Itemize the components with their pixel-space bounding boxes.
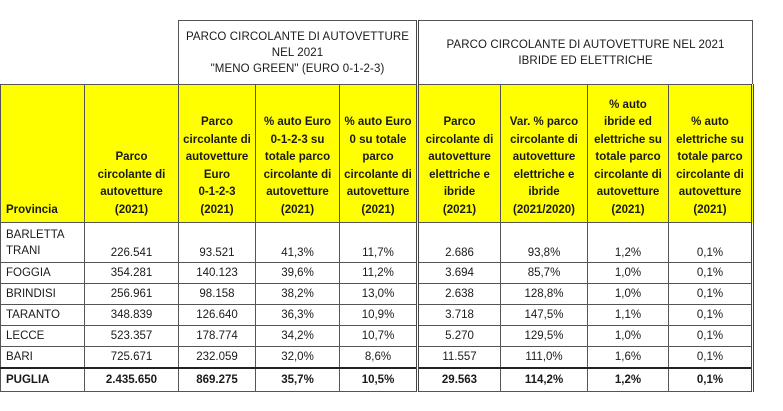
column-header-line: circolante di	[594, 168, 662, 181]
column-header-line: ibride	[528, 186, 560, 198]
cell-perc-euro-0: 10,7%	[340, 326, 418, 347]
group-header-line: NEL 2021	[271, 46, 324, 59]
total-perc-elettriche: 0,1%	[669, 368, 753, 392]
column-header-line: elettriche e	[513, 168, 575, 181]
column-header-line: ibride ed	[604, 116, 652, 128]
column-header-line: autovetture	[428, 151, 491, 163]
table-row	[1, 284, 753, 305]
column-header-line: % auto	[609, 98, 647, 111]
column-header-line: circolante di	[344, 168, 412, 181]
column-header-perc-euro-0	[340, 85, 418, 223]
total-parco-elettriche-ibride: 29.563	[418, 368, 501, 392]
column-header-line: (2021)	[442, 203, 477, 216]
column-header-line: (2021)	[693, 203, 727, 216]
column-header-line: circolante di	[425, 133, 494, 146]
header-empty-cell	[85, 21, 179, 85]
column-header-line: autovetture	[346, 186, 410, 198]
province-name-line: BRINDISI	[6, 288, 56, 300]
column-header-line: Euro	[203, 168, 231, 181]
cell-perc-euro-0-3: 32,0%	[256, 347, 340, 369]
cell-parco-elettriche-ibride: 5.270	[418, 326, 501, 347]
header-empty-cell	[1, 21, 85, 85]
column-header-line: (2021)	[200, 203, 234, 216]
cell-parco-circolante: 725.671	[85, 347, 179, 369]
total-perc-euro-0: 10,5%	[340, 368, 418, 392]
cell-parco-elettriche-ibride: 3.694	[418, 263, 501, 284]
column-header-line: (2021)	[611, 203, 645, 216]
cell-perc-elettriche: 0,1%	[669, 326, 753, 347]
column-header-line: % auto	[691, 116, 729, 128]
column-header-line: autovetture	[596, 186, 660, 198]
cell-perc-euro-0: 10,9%	[340, 305, 418, 326]
parco-circolante-table	[0, 20, 754, 392]
cell-var-perc-elettriche-ibride: 111,0%	[501, 347, 588, 369]
cell-perc-euro-0-3: 34,2%	[256, 326, 340, 347]
column-header-line: circolante di	[676, 168, 744, 181]
total-perc-euro-0-3: 35,7%	[256, 368, 340, 392]
cell-perc-elettriche: 0,1%	[669, 305, 753, 326]
cell-perc-elettriche: 0,1%	[669, 347, 753, 369]
group-header-meno-green	[179, 21, 418, 85]
cell-var-perc-elettriche-ibride: 93,8%	[501, 223, 588, 263]
column-header-line: totale parco	[595, 151, 661, 163]
cell-perc-ibride-elettriche: 1,0%	[588, 284, 669, 305]
cell-parco-euro-0-3: 178.774	[179, 326, 256, 347]
cell-parco-elettriche-ibride: 2.638	[418, 284, 501, 305]
column-header-line: 0-1-2-3	[198, 186, 236, 198]
column-header-line: circolante di	[263, 168, 332, 181]
group-header-line: IBRIDE ED ELETTRICHE	[518, 54, 653, 67]
cell-perc-elettriche: 0,1%	[669, 263, 753, 284]
column-header-line: elettriche su	[594, 133, 662, 146]
column-header-var-perc-elettriche-ibride	[501, 85, 588, 223]
province-name	[1, 263, 85, 284]
cell-perc-elettriche: 0,1%	[669, 223, 753, 263]
column-header-line: (2021)	[280, 203, 315, 216]
table-row	[1, 263, 753, 284]
cell-parco-circolante: 226.541	[85, 223, 179, 263]
column-header-line: (2021)	[114, 203, 149, 216]
cell-perc-ibride-elettriche: 1,2%	[588, 223, 669, 263]
column-header-line: parco	[362, 151, 394, 163]
province-name	[1, 223, 85, 263]
province-name-line: FOGGIA	[6, 267, 51, 279]
column-header-line: Parco	[115, 151, 148, 163]
column-header-perc-euro-0-3	[256, 85, 340, 223]
column-header-line: Var. % parco	[509, 116, 579, 128]
column-header-line: (2021)	[361, 203, 395, 216]
total-parco-euro-0-3: 869.275	[179, 368, 256, 392]
column-header-line: Parco	[443, 116, 476, 128]
column-header-line: autovetture	[512, 151, 576, 163]
cell-parco-elettriche-ibride: 3.718	[418, 305, 501, 326]
group-header-line: PARCO CIRCOLANTE DI AUTOVETTURE	[185, 30, 410, 43]
cell-parco-euro-0-3: 98.158	[179, 284, 256, 305]
province-name	[1, 305, 85, 326]
column-header-line: totale parco	[677, 151, 743, 163]
cell-perc-euro-0: 8,6%	[340, 347, 418, 369]
cell-var-perc-elettriche-ibride: 147,5%	[501, 305, 588, 326]
column-header-line: elettriche e	[429, 168, 490, 181]
cell-var-perc-elettriche-ibride: 129,5%	[501, 326, 588, 347]
table-row	[1, 305, 753, 326]
cell-parco-euro-0-3: 140.123	[179, 263, 256, 284]
column-header-line: 0 su totale	[349, 133, 407, 146]
cell-perc-elettriche: 0,1%	[669, 284, 753, 305]
column-header-perc-elettriche	[669, 85, 753, 223]
column-header-line: totale parco	[264, 151, 331, 163]
province-name	[1, 326, 85, 347]
cell-perc-euro-0-3: 38,2%	[256, 284, 340, 305]
group-header-line: "MENO GREEN" (EURO 0-1-2-3)	[210, 62, 385, 75]
cell-parco-euro-0-3: 232.059	[179, 347, 256, 369]
column-header-line: circolante di	[97, 168, 166, 181]
cell-var-perc-elettriche-ibride: 128,8%	[501, 284, 588, 305]
cell-perc-ibride-elettriche: 1,6%	[588, 347, 669, 369]
column-header-line: % auto Euro	[344, 116, 412, 128]
cell-perc-euro-0-3: 41,3%	[256, 223, 340, 263]
cell-perc-ibride-elettriche: 1,0%	[588, 263, 669, 284]
group-header-ibride-elettriche	[418, 21, 753, 85]
column-header-line: elettriche su	[676, 133, 744, 146]
province-name-line: LECCE	[6, 330, 45, 342]
cell-perc-ibride-elettriche: 1,1%	[588, 305, 669, 326]
province-name	[1, 347, 85, 369]
total-row	[1, 368, 753, 392]
cell-perc-euro-0: 13,0%	[340, 284, 418, 305]
province-name-line: BARI	[6, 351, 33, 363]
cell-parco-circolante: 348.839	[85, 305, 179, 326]
column-header-line: autovetture	[266, 186, 329, 198]
cell-perc-euro-0: 11,2%	[340, 263, 418, 284]
column-header-provincia	[1, 85, 85, 223]
column-header-perc-ibride-elettriche	[588, 85, 669, 223]
province-name-line: TRANI	[6, 245, 41, 257]
province-name-line: TARANTO	[6, 309, 60, 321]
column-header-line: circolante di	[510, 133, 578, 146]
cell-perc-euro-0: 11,7%	[340, 223, 418, 263]
total-var-perc-elettriche-ibride: 114,2%	[501, 368, 588, 392]
cell-parco-elettriche-ibride: 11.557	[418, 347, 501, 369]
province-name	[1, 284, 85, 305]
cell-perc-euro-0-3: 39,6%	[256, 263, 340, 284]
province-name-line: BARLETTA	[6, 229, 65, 241]
table-row	[1, 223, 753, 263]
column-header-line: autovetture	[678, 186, 742, 198]
cell-parco-circolante: 523.357	[85, 326, 179, 347]
column-header-line: Parco	[201, 116, 233, 128]
cell-parco-euro-0-3: 126.640	[179, 305, 256, 326]
table-row	[1, 347, 753, 369]
column-header-line: autovetture	[100, 186, 163, 198]
cell-parco-euro-0-3: 93.521	[179, 223, 256, 263]
column-header-line: circolante di	[183, 133, 251, 146]
cell-parco-circolante: 256.961	[85, 284, 179, 305]
cell-perc-euro-0-3: 36,3%	[256, 305, 340, 326]
column-header-parco-elettriche-ibride	[418, 85, 501, 223]
cell-parco-elettriche-ibride: 2.686	[418, 223, 501, 263]
table-row	[1, 326, 753, 347]
cell-perc-ibride-elettriche: 1,0%	[588, 326, 669, 347]
total-perc-ibride-elettriche: 1,2%	[588, 368, 669, 392]
column-header-line: (2021/2020)	[512, 203, 576, 216]
column-header-parco-euro-0-3	[179, 85, 256, 223]
column-header-line: autovetture	[185, 151, 249, 163]
total-parco-circolante: 2.435.650	[85, 368, 179, 392]
column-header-line: % auto Euro	[263, 116, 332, 128]
column-header-line: Provincia	[6, 203, 58, 216]
cell-parco-circolante: 354.281	[85, 263, 179, 284]
cell-var-perc-elettriche-ibride: 85,7%	[501, 263, 588, 284]
column-header-parco-circolante	[85, 85, 179, 223]
total-name: PUGLIA	[1, 368, 85, 392]
column-header-line: 0-1-2-3 su	[270, 133, 325, 146]
group-header-line: PARCO CIRCOLANTE DI AUTOVETTURE NEL 2021	[446, 38, 725, 51]
column-header-line: ibride	[443, 186, 476, 198]
